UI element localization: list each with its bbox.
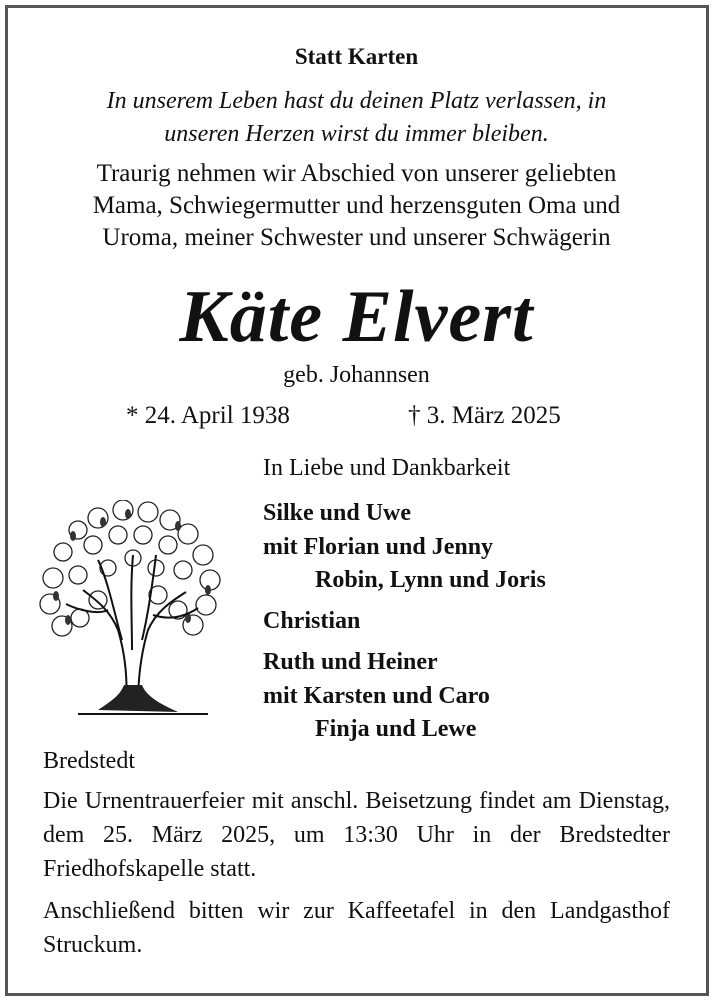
coffee-info: Anschließend bitten wir zur Kaffeetafel in den Landgasthof Struckum.	[43, 898, 670, 958]
death-date: † 3. März 2025	[408, 402, 561, 429]
deceased-name: Käte Elvert	[179, 276, 534, 358]
mourner-line: Silke und Uwe	[263, 500, 412, 526]
quote-line: In unserem Leben hast du deinen Platz verlassen, in	[106, 88, 607, 114]
farewell-line: Traurig nehmen wir Abschied von unserer geliebten	[96, 160, 617, 187]
farewell-line: Uroma, meiner Schwester und unserer Schwägerin	[102, 224, 611, 251]
birth-date: * 24. April 1938	[126, 402, 290, 429]
mourner-line: mit Karsten und Caro	[263, 683, 490, 709]
ceremony-info: Die Urnentrauerfeier mit anschl. Beisetzung findet am Dienstag, dem 25. März 2025, um 13:30 Uhr in der Bredstedter Friedhofskapelle statt.	[43, 788, 670, 882]
mourner-line: Christian	[263, 608, 361, 634]
birth-name: geb. Johannsen	[283, 362, 430, 388]
notice-heading: Statt Karten	[294, 44, 419, 69]
memorial-quote	[0, 85, 713, 151]
quote-line: unseren Herzen wirst du immer bleiben.	[164, 121, 549, 147]
mourner-line: Robin, Lynn und Joris	[315, 567, 546, 593]
love-line: In Liebe und Dankbarkeit	[263, 455, 511, 481]
place-name: Bredstedt	[43, 748, 135, 774]
mourner-line: Finja und Lewe	[315, 716, 477, 742]
tree-illustration-icon	[38, 500, 224, 720]
farewell-line: Mama, Schwiegermutter und herzensguten Oma und	[92, 192, 621, 219]
farewell-text	[0, 158, 713, 254]
mourner-line: Ruth und Heiner	[263, 649, 438, 675]
mourner-line: mit Florian und Jenny	[263, 534, 494, 560]
